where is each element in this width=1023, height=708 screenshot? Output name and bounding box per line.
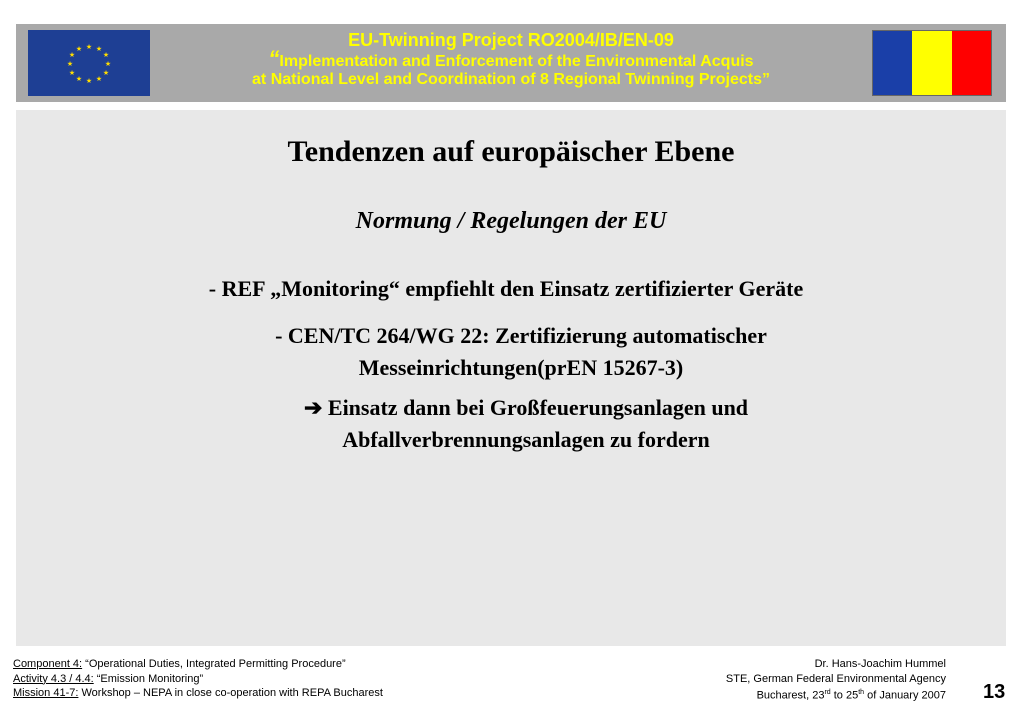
svg-text:★: ★ [75, 45, 83, 53]
svg-text:★: ★ [102, 69, 110, 77]
slide-footer [0, 655, 1023, 708]
project-title [156, 30, 866, 89]
footer-activity: Activity 4.3 / 4.4: “Emission Monitoring” [13, 672, 204, 685]
svg-text:★: ★ [102, 51, 110, 59]
footer-left [13, 657, 383, 701]
slide-subtitle: Normung / Regelungen der EU [355, 208, 667, 234]
svg-text:★: ★ [85, 77, 93, 85]
slide-title: Tendenzen auf europäischer Ebene [287, 135, 735, 168]
svg-text:★: ★ [104, 60, 112, 68]
project-name-line2: at National Level and Coordination of 8 Regional Twinning Projects” [252, 71, 770, 88]
svg-text:★: ★ [85, 43, 93, 51]
footer-component: Component 4: “Operational Duties, Integrated Permitting Procedure” [13, 658, 346, 670]
project-code: EU-Twinning Project RO2004/IB/EN-09 [348, 30, 674, 50]
slide-header [16, 24, 1006, 102]
bullet-cen-tc: - CEN/TC 264/WG 22: Zertifizierung automatischer Messeinrichtungen(prEN 15267-3) [275, 323, 767, 380]
svg-text:★: ★ [75, 75, 83, 83]
page-number: 13 [983, 681, 1006, 703]
arrow-right-icon: ➔ [303, 395, 323, 420]
eu-flag-icon [28, 30, 150, 96]
romania-flag-icon [872, 30, 992, 96]
svg-text:★: ★ [95, 45, 103, 53]
bullet-conclusion: ➔ Einsatz dann bei Großfeuerungsanlagen und Abfallverbrennungsanlagen zu fordern [303, 395, 749, 452]
svg-text:★: ★ [68, 69, 76, 77]
footer-author: Dr. Hans-Joachim Hummel [814, 658, 946, 670]
project-name-line1: “Implementation and Enforcement of the Environmental Acquis [268, 46, 754, 71]
footer-date: Bucharest, 23rd to 25th of January 2007 [756, 689, 946, 702]
svg-text:★: ★ [68, 51, 76, 59]
slide-content [16, 110, 1006, 646]
footer-agency: STE, German Federal Environmental Agency [725, 672, 946, 685]
footer-right [726, 657, 946, 703]
svg-text:★: ★ [95, 75, 103, 83]
svg-text:★: ★ [66, 60, 74, 68]
footer-mission: Mission 41-7: Workshop – NEPA in close co-operation with REPA Bucharest [13, 687, 383, 699]
bullet-ref-monitoring: - REF „Monitoring“ empfiehlt den Einsatz zertifizierter Geräte [208, 276, 804, 301]
